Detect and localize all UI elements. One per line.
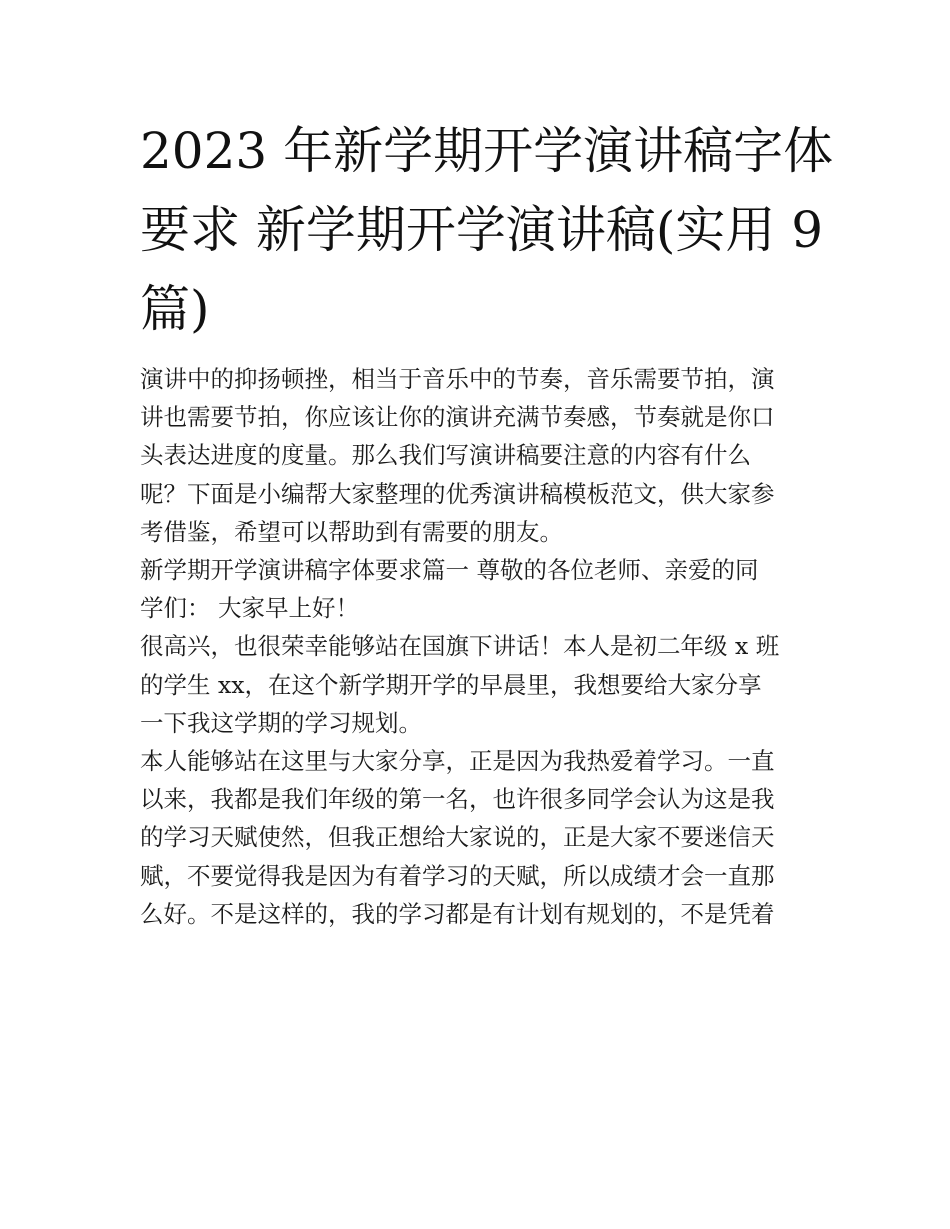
document-title [140,112,834,349]
text-line: 呢？下面是小编帮大家整理的优秀演讲稿模板范文，供大家参 [140,479,775,508]
text-line: 演讲中的抑扬顿挫，相当于音乐中的节奏，音乐需要节拍，演 [140,365,775,393]
text-line: 很高兴，也很荣幸能够站在国旗下讲话！本人是初二年级 x 班 [140,632,780,661]
text-line: 讲也需要节拍，你应该让你的演讲充满节奏感，节奏就是你口 [140,403,775,432]
text-line: 的学习天赋使然，但我正想给大家说的，正是大家不要迷信天 [140,823,775,852]
text-line: 以来，我都是我们年级的第一名，也许很多同学会认为这是我 [140,785,775,814]
paragraph-greeting [140,551,820,627]
text-line: 学们： 大家早上好！ [140,594,359,623]
title-line: 2023 年新学期开学演讲稿字体 [140,122,834,180]
text-line: 的学生 xx，在这个新学期开学的早晨里，我想要给大家分享 [140,670,762,699]
text-line: 头表达进度的度量。那么我们写演讲稿要注意的内容有什么 [140,441,751,470]
text-line: 么好。不是这样的，我的学习都是有计划有规划的，不是凭着 [140,899,775,928]
title-line: 篇) [140,280,210,338]
text-line: 本人能够站在这里与大家分享，正是因为我热爱着学习。一直 [140,747,775,776]
title-line: 要求 新学期开学演讲稿(实用 9 [140,201,824,259]
text-line: 考借鉴，希望可以帮助到有需要的朋友。 [140,517,563,546]
text-line: 一下我这学期的学习规划。 [140,708,422,737]
text-line: 新学期开学演讲稿字体要求篇一 尊敬的各位老师、亲爱的同 [140,556,759,585]
paragraph-intro [140,360,820,551]
text-line: 赋，不要觉得我是因为有着学习的天赋，所以成绩才会一直那 [140,861,775,890]
document-body [140,360,820,933]
paragraph-main [140,742,820,933]
paragraph-opening [140,627,820,742]
